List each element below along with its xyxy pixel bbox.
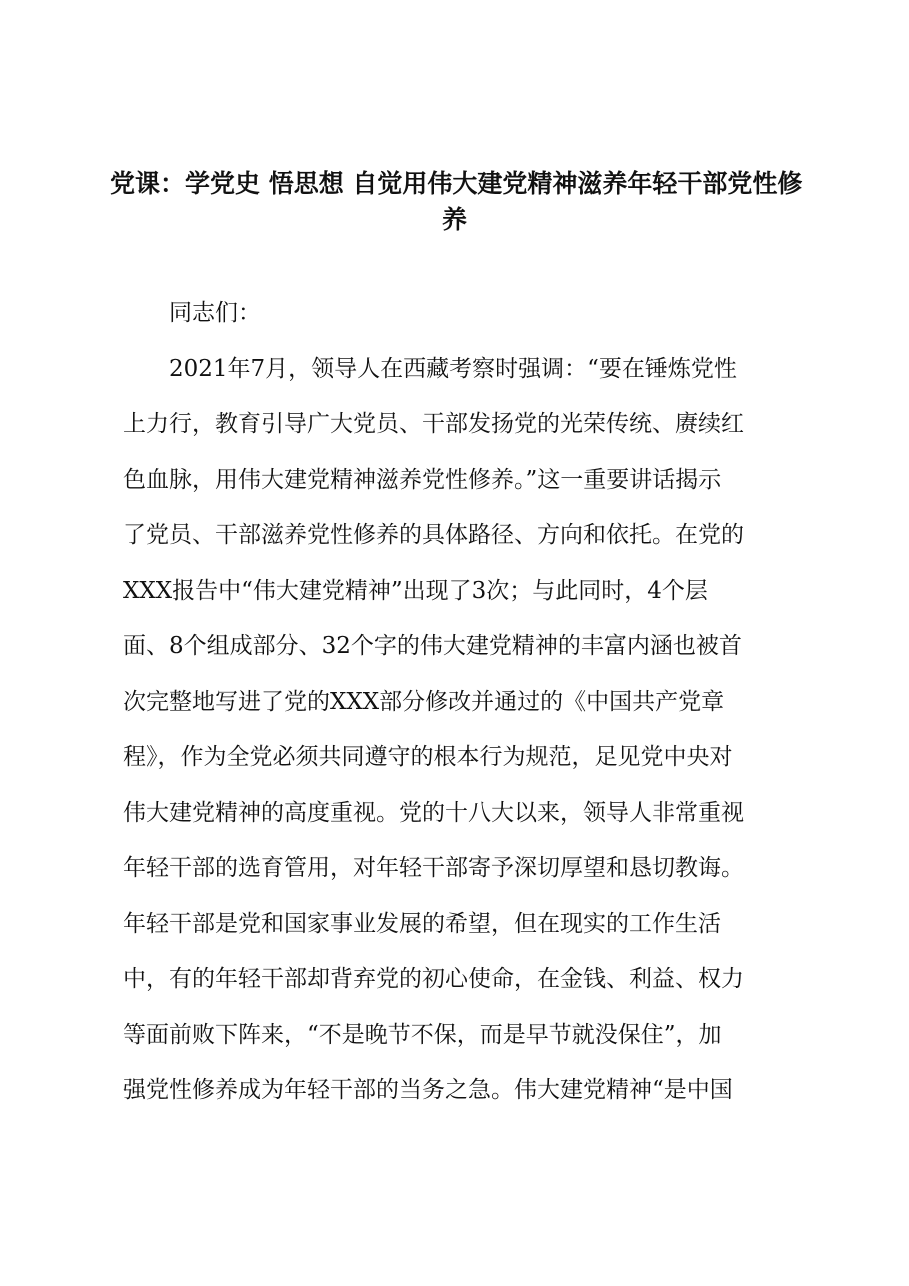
body-line: 等面前败下阵来，“不是晚节不保，而是早节就没保住”，加: [123, 1022, 722, 1048]
body-line: 上力行，教育引导广大党员、干部发扬党的光荣传统、赓续红: [123, 411, 744, 437]
body-line: 强党性修养成为年轻干部的当务之急。伟大建党精神“是中国: [123, 1077, 733, 1103]
body-line: 年轻干部是党和国家事业发展的希望，但在现实的工作生活: [123, 911, 721, 937]
body-line: 色血脉，用伟大建党精神滋养党性修养。”这一重要讲话揭示: [123, 467, 722, 493]
document-title-line-2: 养: [441, 205, 467, 234]
body-line: XXX报告中“伟大建党精神”出现了3次；与此同时，4个层: [123, 578, 708, 604]
body-line: 次完整地写进了党的XXX部分修改并通过的《中国共产党章: [123, 689, 725, 715]
body-line: 伟大建党精神的高度重视。党的十八大以来，领导人非常重视: [123, 800, 744, 826]
body-line: 面、8个组成部分、32个字的伟大建党精神的丰富内涵也被首: [123, 633, 742, 659]
salutation: 同志们：: [169, 300, 261, 326]
body-line: 2021年7月，领导人在西藏考察时强调：“要在锤炼党性: [123, 356, 737, 382]
body-line: 程》，作为全党必须共同遵守的根本行为规范，足见党中央对: [123, 744, 733, 770]
document-title-line-1: 党课：学党史 悟思想 自觉用伟大建党精神滋养年轻干部党性修: [110, 169, 803, 198]
body-line: 了党员、干部滋养党性修养的具体路径、方向和依托。在党的: [123, 522, 744, 548]
body-line: 年轻干部的选育管用，对年轻干部寄予深切厚望和恳切教诲。: [123, 855, 744, 881]
body-line: 中，有的年轻干部却背弃党的初心使命，在金钱、利益、权力: [123, 966, 744, 992]
